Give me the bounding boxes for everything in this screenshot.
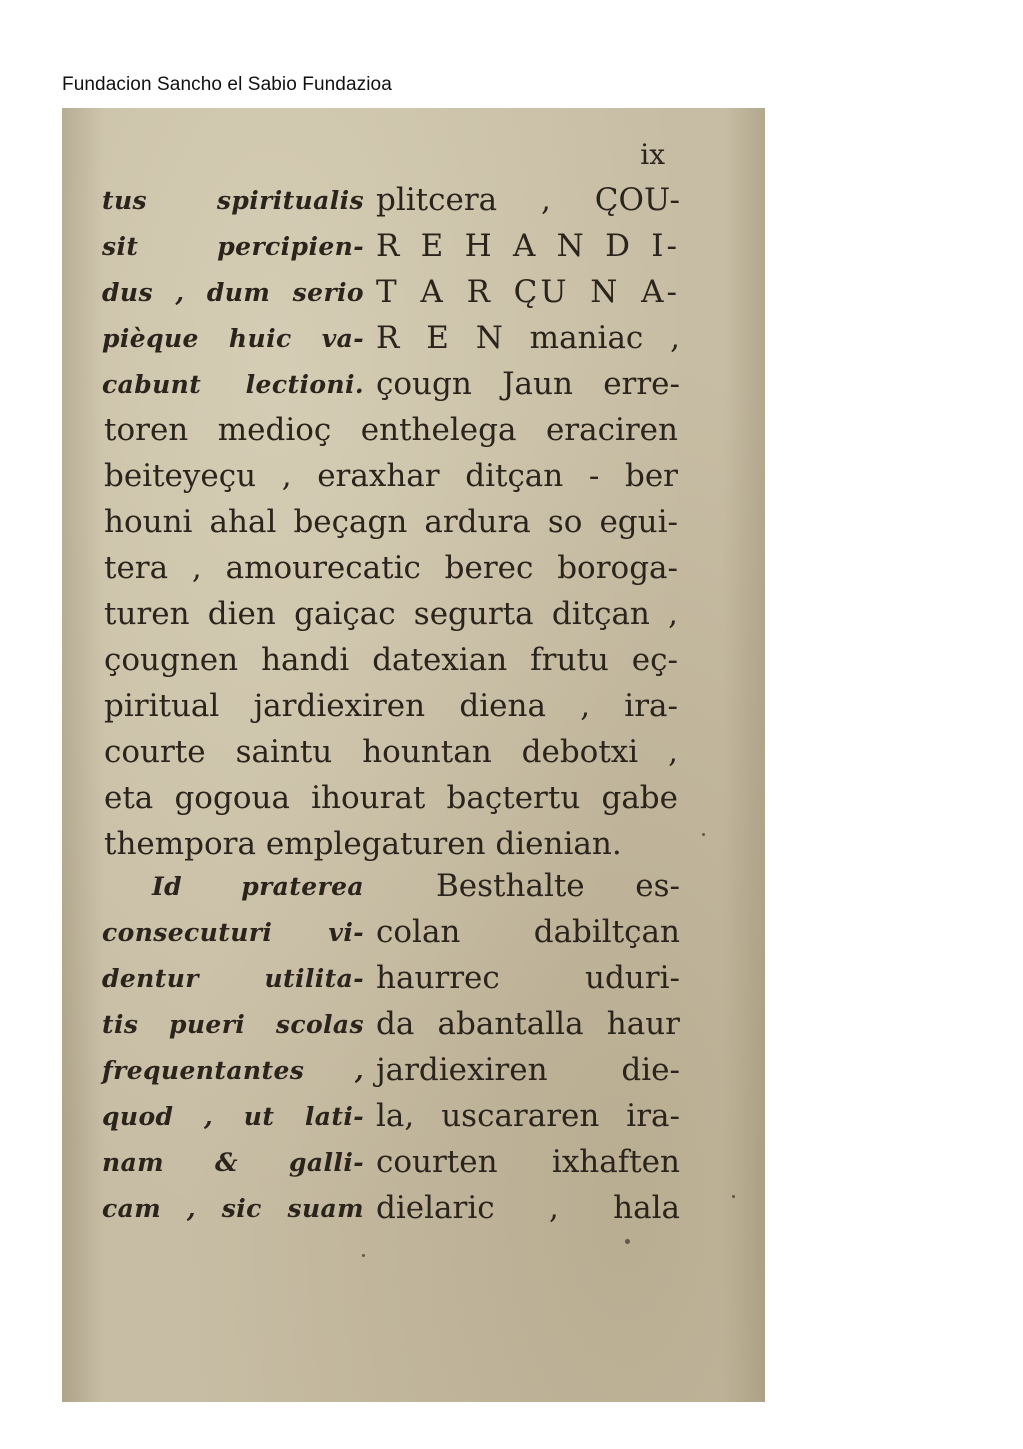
basque-line: courten ixhaften xyxy=(376,1144,680,1180)
body-line: piritual jardiexiren diena , ira- xyxy=(104,688,678,724)
archive-header: Fundacion Sancho el Sabio Fundazioa xyxy=(62,74,392,95)
basque-line: da abantalla haur xyxy=(376,1006,680,1042)
latin-line: dentur utilita- xyxy=(102,964,364,993)
basque-line: dielaric , hala xyxy=(376,1190,680,1226)
basque-line: R E N maniac , xyxy=(376,320,680,356)
folio-number: ix xyxy=(640,138,665,171)
latin-line: tus spiritualis xyxy=(102,186,364,215)
scanned-page xyxy=(62,108,765,1402)
latin-line: dus , dum serio xyxy=(102,278,364,307)
basque-line: T A R C̨U N A- xyxy=(376,274,680,310)
basque-line: colan dabiltçan xyxy=(376,914,680,950)
latin-line: pièque huic va- xyxy=(102,324,364,353)
body-line: houni ahal beçagn ardura so egui- xyxy=(104,504,678,540)
body-line: thempora emplegaturen dienian. xyxy=(104,826,622,862)
basque-line: plitcera , C̨OU- xyxy=(376,182,680,218)
latin-line: nam & galli- xyxy=(102,1148,364,1177)
body-line: beiteyeçu , eraxhar ditçan - ber xyxy=(104,458,678,494)
basque-line: haurrec uduri- xyxy=(376,960,680,996)
ink-speck xyxy=(362,1254,365,1257)
body-line: courte saintu hountan debotxi , xyxy=(104,734,678,770)
latin-line: sit percipien- xyxy=(102,232,364,261)
latin-line: Id praterea xyxy=(152,872,364,901)
body-line: tera , amourecatic berec boroga- xyxy=(104,550,678,586)
latin-line: tis pueri scolas xyxy=(102,1010,364,1039)
body-line: çougnen handi datexian frutu eç- xyxy=(104,642,678,678)
latin-line: frequentantes , xyxy=(102,1056,364,1085)
ink-speck xyxy=(625,1239,630,1244)
latin-line: cam , sic suam xyxy=(102,1194,364,1223)
body-line: turen dien gaiçac segurta ditçan , xyxy=(104,596,678,632)
basque-line: jardiexiren die- xyxy=(376,1052,680,1088)
ink-speck xyxy=(702,833,705,836)
ink-speck xyxy=(732,1195,735,1198)
basque-line: la, uscararen ira- xyxy=(376,1098,680,1134)
latin-line: consecuturi vi- xyxy=(102,918,364,947)
body-line: toren medioç enthelega eraciren xyxy=(104,412,678,448)
latin-line: quod , ut lati- xyxy=(102,1102,364,1131)
body-line: eta gogoua ihourat baçtertu gabe xyxy=(104,780,678,816)
basque-line: çougn Jaun erre- xyxy=(376,366,680,402)
basque-line: R E H A N D I- xyxy=(376,228,680,264)
latin-line: cabunt lectioni. xyxy=(102,370,364,399)
basque-line: Besthalte es- xyxy=(436,868,680,904)
